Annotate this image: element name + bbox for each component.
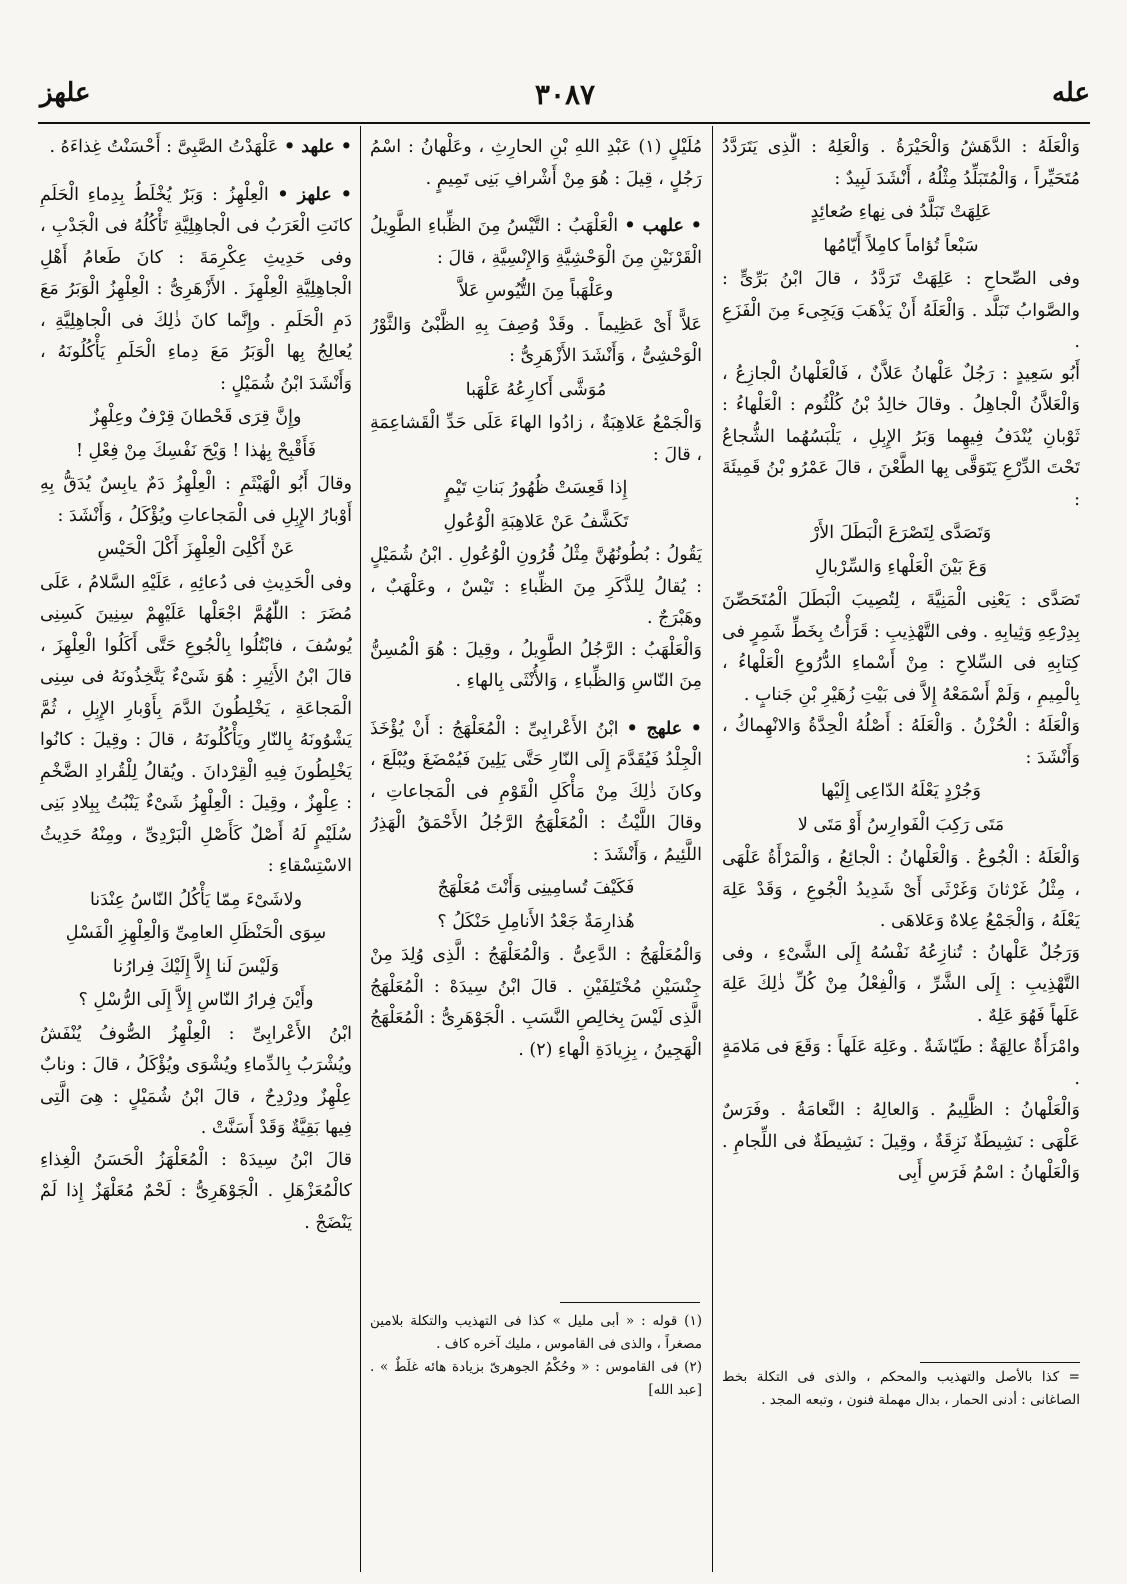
verse-line: سَبْعاً تُؤاماً كامِلاً أَيّامُها (823, 235, 979, 256)
verse-line: وَعَ بَيْنَ الْعَلْهاءِ وَالسِّرْبالِ (815, 556, 987, 577)
page-header (40, 78, 1090, 118)
paragraph: وَالْعَلَهُ : الْحُزْنُ . وَالْعَلَهُ : أَصْلُهُ الْحِدَّةُ وَالانْهِماكُ ، وَأَنْشَدَ : (722, 716, 1080, 768)
header-root-word: عله (1051, 78, 1090, 108)
paragraph: وفى الْحَدِيثِ فى دُعائِهِ ، عَلَيْهِ السَّلامُ ، عَلَى مُضَرَ : اللّٰهُمَّ اجْعَلْها عَلَيْهِمْ سِنِينَ كَسِنِى يُوسُفَ ، فابْتُلُوا بِالْجُوعِ حَتَّى أَكَلُوا الْعِلْهِزَ ، قالَ ابْنُ الأَثِيرِ : هُوَ شَىْءٌ يَتَّخِذُونَهُ فى سِنِى الْمَجاعَةِ ، يَخْلِطُونَ الدَّمَ بِأَوْبارِ الإِبِلِ ، ثُمَّ يَشْوُونَهُ بِالنّارِ ويَأْكُلُونَهُ ، قالَ : وقِيلَ : كانُوا يَخْلِطُونَ فِيهِ الْقِرْدانَ . ويُقالُ لِلْقُرادِ الضَّخْمِ : عِلْهِزٌ ، وقِيلَ : الْعِلْهِزُ شَىْءٌ يَنْبُتُ بِبِلادِ بَنِى سُلَيْمٍ لَهُ أَصْلٌ كَأَصْلِ الْبَرْدِىِّ ، ومِنْهُ حَدِيثُ الاسْتِسْقاءِ : (40, 572, 352, 876)
header-rule (38, 122, 1090, 124)
column-divider-right (712, 126, 713, 1572)
verse-line: ولاشَىْءَ مِمّا يَأْكُلُ النّاسُ عِنْدَنا (89, 889, 303, 910)
paragraph: مُلَيْلٍ (١) عَبْدِ اللهِ بْنِ الحارِثِ ، وعَلْهانُ : اسْمُ رَجُلٍ ، قِيلَ : هُوَ مِنْ أَشْرافِ بَنِى تَمِيمٍ . (370, 137, 702, 189)
footnotes (370, 1310, 702, 1402)
entry-text: الْعَلْهَبُ : التَّيْسُ مِنَ الظِّباءِ الطَّوِيلُ الْقَرْنَيْنِ مِنَ الْوَحْشِيَّةِ وَالإِنْسِيَّةِ ، قالَ : (370, 216, 702, 268)
paragraph: وَالْعَلْهانُ : الظَّلِيمُ . وَالعالِهُ : النَّعامَةُ . وفَرَسٌ عَلْهَى : نَشِيطَةٌ نَزِقَةٌ ، وقِيلَ : نَشِيطَةٌ فى اللِّجامِ . وَالْعَلْهانُ : اسْمُ فَرَسِ أَبِى (722, 1100, 1080, 1183)
entry-text: عَلْهَدْتُ الصَّبِىَّ : أَحْسَنْتُ غِذاءَهُ . (49, 137, 279, 157)
entry-text: ابْنُ الأَعْرابِىِّ : الْمُعَلْهَجُ : أَنْ يُؤْخَذَ الْجِلْدُ فَيُقَدَّمَ إِلَى النّارِ حَتَّى يَلِينَ فَيُمْضَغَ ويُبْلَعَ ، وكانَ ذٰلِكَ مِنْ مَأْكَلِ الْقَوْمِ فى الْمَجاعاتِ ، وقالَ اللَّيْثُ : الْمُعَلْهَجُ الرَّجُلُ الأَحْمَقُ الْهَذِرُ اللَّئِيمُ ، وَأَنْشَدَ : (370, 718, 702, 865)
page-number: ٣٠٨٧ (534, 78, 596, 111)
entry-headword: • علهج • (626, 718, 702, 739)
verse-line: تَكَشَّفُ عَنْ عَلاهِبَةِ الْوُعُولِ (443, 511, 629, 532)
footnote-1: (١) قوله : « أبى مليل » كذا فى التهذيب والتكلة بلامين مصغراً ، والذى فى القاموس ، مليك آخره كاف . (370, 1313, 702, 1352)
footnote-continuation: = كذا بالأصل والتهذيب والمحكم ، والذى فى التكلة بخط الصاغانى : أدنى الحمار ، بدال مهملة فنون ، وتبعه المجد . (722, 1369, 1080, 1408)
entry-headword: • علهد • (283, 137, 352, 157)
paragraph: ابْنُ الأَعْرابِىِّ : الْعِلْهِزُ الصُّوفُ يُنْفَشُ ويُشْرَبُ بِالدِّماءِ ويُشْوَى ويُؤْكَلُ ، قالَ : ونابٌ عِلْهِزٌ ودِرْدِحٌ ، قالَ ابْنُ شُمَيْلٍ : هِىَ الَّتِى فِيها بَقِيَّةٌ وَقَدْ أَسَنَّتْ . (40, 1023, 352, 1138)
verse-line: وَجُرْدٍ يَعْلَهُ الدّاعِى إِلَيْها (820, 781, 982, 801)
paragraph: وَرَجُلٌ عَلْهانُ : تُنازِعُهُ نَفْسُهُ إِلَى الشَّىْءِ ، وفى التَّهْذِيبِ : إِلَى الشَّرِّ ، وَالْفِعْلُ مِنْ كُلِّ ذٰلِكَ عَلِهَ عَلَهاً فَهُوَ عَلِهٌ . (722, 942, 1080, 1026)
verse-line: فَكَيْفَ تُسامِينِى وَأَنْتَ مُعَلْهَجٌ (437, 878, 635, 898)
verse-line: مَتَى رَكِبَ الْفَوارِسُ أَوْ مَتَى لا (797, 814, 1005, 835)
paragraph: وقالَ أَبُو الْهَيْثَمِ : الْعِلْهِزُ دَمٌ يابِسٌ يُدَقُّ بِهِ أَوْبارُ الإِبِلِ فى الْمَجاعاتِ ويُؤْكَلُ ، وَأَنْشَدَ : (40, 474, 352, 526)
verse-line: سِوَى الْحَنْظَلِ العامِىِّ وَالْعِلْهِزِ الْفَسْلِ (65, 923, 327, 943)
paragraph: قالَ ابْنُ سِيدَهْ : الْمُعَلْهَزُ الْحَسَنُ الْغِذاءِ كالْمُعَزْهَلِ . الْجَوْهَرِىُّ : لَحْمٌ مُعَلْهَزٌ إِذا لَمْ يَنْضَجْ . (40, 1149, 352, 1233)
footnote-rule (560, 1302, 700, 1303)
verse-line: عَنْ أَكْلِىَ الْعِلْهِزَ أَكْلَ الْحَيْسِ (97, 539, 295, 559)
verse-line: هُذارِمَةٌ جَعْدُ الأَنامِلِ حَنْكَلُ ؟ (437, 911, 635, 932)
verse-line: فَأَقْبِحْ بِهٰذا ! وَيْحَ نَفْسِكَ مِنْ فِعْلِ ! (75, 440, 317, 461)
column-right (722, 132, 1080, 1572)
verse-line: وأَيْنَ فِرارُ النّاسِ إِلاَّ إِلَى الرُّسْلِ ؟ (78, 990, 314, 1010)
verse-line: وعَلْهَباً مِنَ التُّيُوسِ عَلاَّ (458, 281, 614, 301)
paragraph: وَالْمُعَلْهَجُ : الدَّعِىُّ . وَالْمُعَلْهَجُ : الَّذِى وُلِدَ مِنْ جِنْسَيْنِ مُخْتَلِفَيْنِ . قالَ ابْنُ سِيدَهْ : الْمُعَلْهَجُ الَّذِى لَيْسَ بِخالِصِ النَّسَبِ . الْجَوْهَرِىُّ : الْمُعَلْهَجُ الْهَجِينُ ، بِزِيادَةِ الْهاءِ (٢) . (370, 945, 702, 1060)
paragraph: تَصَدَّى : يَعْنِى الْمَنِيَّةَ ، لِتُصِيبَ الْبَطَلَ الْمُتَحَصِّنَ بِدِرْعِهِ وَثِيابِهِ . وفى التَّهْذِيبِ : قَرَأْتُ بِخَطِّ شَمِرٍ فى كِتابِهِ فى السِّلاحِ : مِنْ أَسْماءِ الدُّرُوعِ الْعَلْهاءُ ، بِالْمِيمِ ، وَلَمْ أَسْمَعْهُ إِلاَّ فى بَيْتِ زُهَيْرِ بْنِ جَنابٍ . (722, 590, 1080, 705)
paragraph: عَلاًّ أَىْ عَظِيماً . وقَدْ وُصِفَ بِهِ الظَّبْىُ وَالثَّوْرُ الْوَحْشِىُّ ، وَأَنْشَدَ الأَزْهَرِىُّ : (370, 314, 702, 366)
verse-line: وإِنَّ قِرَى قَحْطانَ قِرْفٌ وعِلْهِزٌ (90, 407, 302, 427)
paragraph: وَالْعَلَهُ : الْجُوعُ . وَالْعَلْهانُ : الْجائِعُ ، وَالْمَرْأَةُ عَلْهَى ، مِثْلُ غَرْثانَ وَغَرْثَى أَىْ شَدِيدُ الْجُوعِ ، وَقَدْ عَلِهَ يَعْلَهُ ، وَالْجَمْعُ عِلاهٌ وَعَلاهَى . (722, 848, 1080, 931)
paragraph: وَالْجَمْعُ عَلاهِبَةٌ ، زادُوا الهاءَ عَلَى حَدِّ الْقَشاعِمَةِ ، قالَ : (370, 413, 702, 465)
column-left (40, 132, 352, 1572)
verse-line: عَلِهَتْ تَبَلَّدُ فى نِهاءِ صُعائِدٍ (810, 202, 992, 222)
paragraph: وَالْعَلْهَبُ : الرَّجُلُ الطَّوِيلُ ، وقِيلَ : هُوَ الْمُسِنُّ مِنَ النّاسِ وَالظِّباءِ ، وَالأُنْثَى بِالهاءِ . (370, 639, 702, 691)
footnote-2: (٢) فى القاموس : « وحُكْمُ الجوهرىّ بزيادة هائه غلَطٌ » . [عبد الله] (370, 1359, 702, 1398)
verse-line: وَلَيْسَ لَنا إِلاَّ إِلَيْكَ فِرارُنا (112, 956, 280, 977)
verse-line: مُوَشَّى أَكارِعُهُ عَلْهَبا (465, 379, 607, 400)
paragraph: وامْرَأَةٌ عالِهَةٌ : طَيّاشَةٌ . وعَلِهَ عَلَهاً : وَقَعَ فى مَلامَةٍ . (722, 1037, 1080, 1089)
paragraph: وَالْعَلَهُ : الدَّهَشُ وَالْحَيْرَةُ . وَالْعَلِهُ : الَّذِى يَتَرَدَّدُ مُتَحَيِّراً ، وَالْمُتَبَلِّدُ مِثْلُهُ ، أَنْشَدَ لَبِيدٌ : (722, 137, 1080, 189)
entry-text: الْعِلْهِزُ : وَبَرٌ يُخْلَطُ بِدِماءِ الْحَلَمِ كانَتِ الْعَرَبُ فى الْجاهِلِيَّةِ تَأْكُلُهُ فى الْجَدْبِ ، وفى حَدِيثِ عِكْرِمَةَ : كانَ طَعامُ أَهْلِ الْجاهِلِيَّةِ الْعِلْهِزَ . الأَزْهَرِىُّ : الْعِلْهِزُ الْوَبَرُ مَعَ دَمِ الْحَلَمِ . وإِنَّما كانَ ذٰلِكَ فى الْجاهِلِيَّةِ ، يُعالِجُ بِها الْوَبَرُ مَعَ دِماءِ الْحَلَمِ يَأْكُلُونَهُ ، وَأَنْشَدَ ابْنُ شُمَيْلٍ : (40, 184, 352, 394)
paragraph: وفى الصِّحاحِ : عَلِهَتْ تَرَدَّدُ ، قالَ ابْنُ بَرِّىٍّ : والصَّوابُ تَبَلَّد . وَالْعَلَهُ أَنْ يَذْهَبَ وَيَجِىءَ مِنَ الْفَزَعِ . (722, 269, 1080, 352)
entry-headword: • علهز • (277, 184, 352, 205)
header-last-entry: علهز (40, 78, 91, 108)
footnote-rule (920, 1362, 1080, 1363)
entry-headword: • علهب • (624, 216, 702, 236)
column-divider-left (360, 126, 361, 1572)
verse-line: وَتَصَدَّى لِتَصْرَعَ الْبَطَلَ الأَرْ (810, 523, 992, 543)
paragraph: يَقُولُ : بُطُونُهُنَّ مِثْلُ قُرُونِ الْوُعُولِ . ابْنُ شُمَيْلٍ : يُقالُ لِلذَّكَرِ مِنَ الظِّباءِ : تَيْسٌ ، وعَلْهَبٌ ، وهَبْرَجٌ . (370, 545, 702, 628)
paragraph: أَبُو سَعِيدٍ : رَجُلٌ عَلْهانُ عَلاَّنٌ ، فَالْعَلْهانُ الْجازِعُ ، وَالْعَلاَّنُ الْجاهِلُ . وقالَ خالِدُ بْنُ كُلْثُوم : الْعَلْهاءُ : ثَوْبانِ يُنْدَفُ فِيهِما وَبَرُ الإِبِلِ ، يَلْبَسُهُما الشُّجاعُ تَحْتَ الدِّرْعِ يَتَوَقَّى بِها الطَّعْنَ ، قالَ عَمْرُو بْنُ قَمِيئَةَ : (722, 363, 1080, 510)
verse-line: إِذا قَعِسَتْ ظُهُورُ بَناتِ تَيْمٍ (444, 478, 628, 498)
